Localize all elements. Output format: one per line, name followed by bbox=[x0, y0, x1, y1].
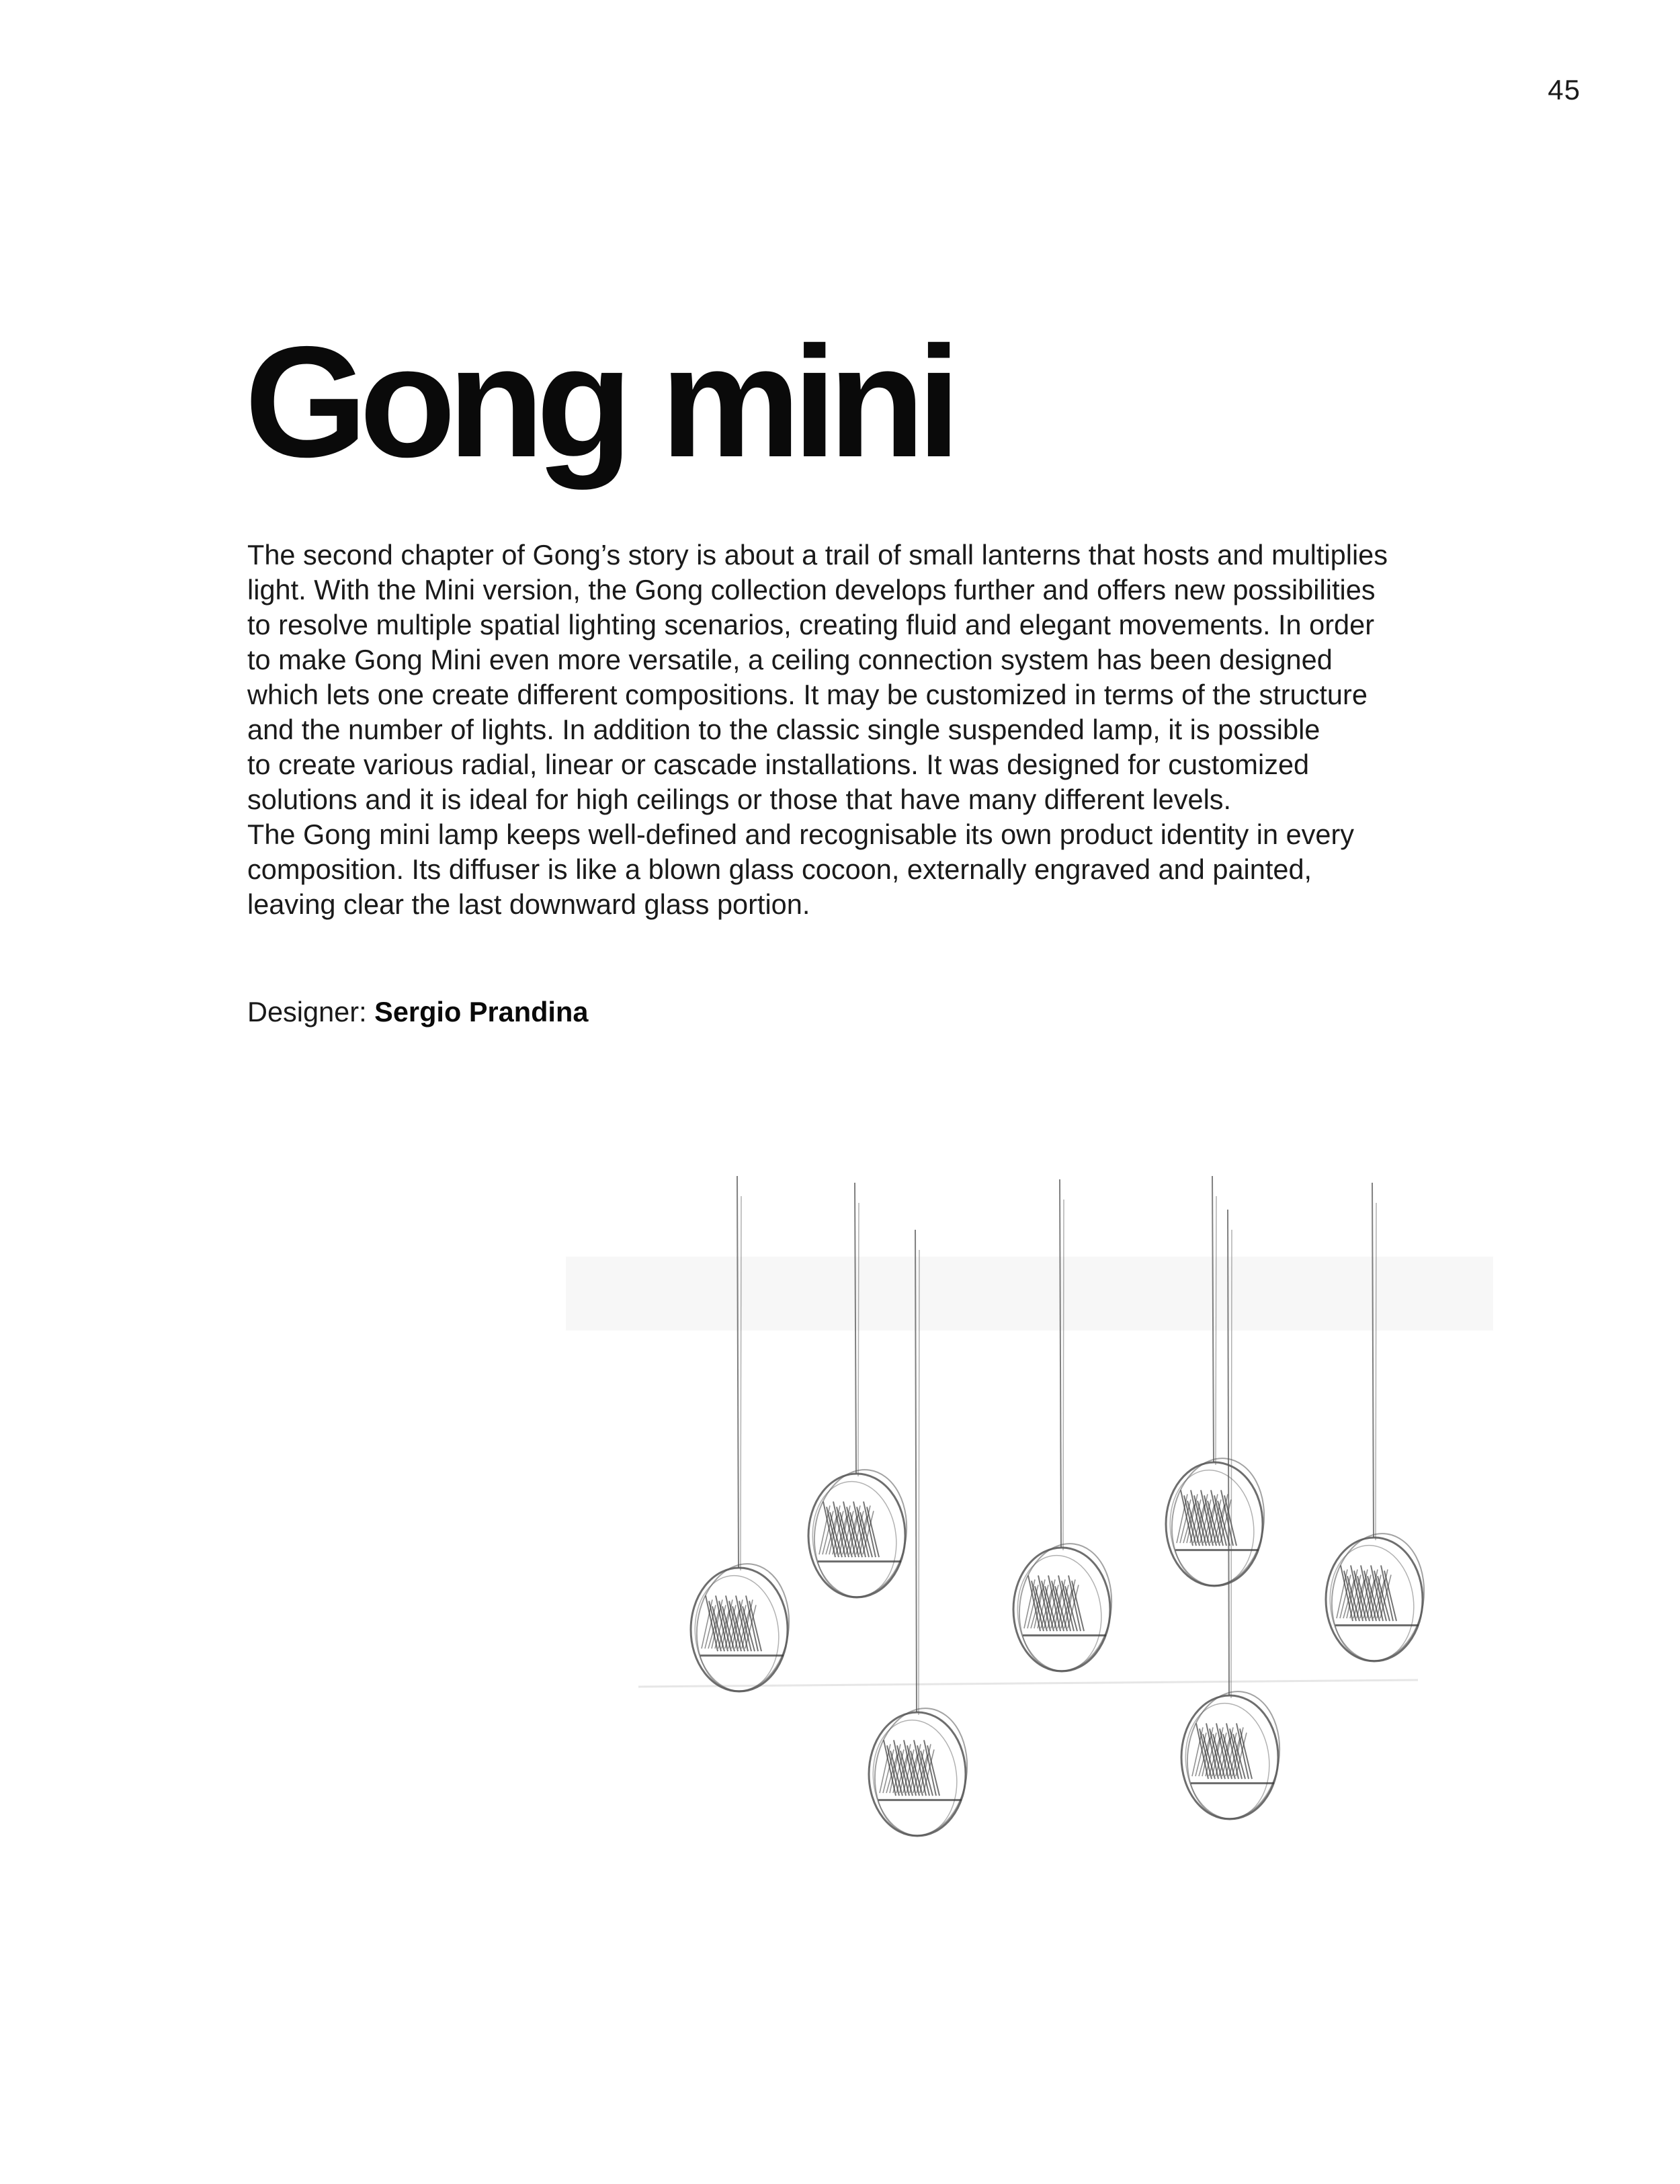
body-line: to make Gong Mini even more versatile, a ceiling connection system has been designed bbox=[247, 644, 1333, 675]
sketch-ceiling-band bbox=[566, 1257, 1493, 1331]
lamp-cord bbox=[737, 1176, 739, 1568]
body-line: to resolve multiple spatial lighting scenarios, creating fluid and elegant movements. In order bbox=[247, 609, 1375, 640]
lamp-cord bbox=[858, 1203, 859, 1476]
lamp-sketch bbox=[1324, 1183, 1432, 1667]
lamp-hatching bbox=[1177, 1490, 1236, 1546]
lamp-hatching bbox=[1192, 1723, 1252, 1779]
body-paragraph bbox=[247, 538, 1443, 922]
lamp-sketch bbox=[806, 1183, 915, 1603]
body-line: The Gong mini lamp keeps well-defined and recognisable its own product identity in every bbox=[247, 818, 1355, 850]
body-line: leaving clear the last downward glass portion. bbox=[247, 888, 810, 920]
body-line: solutions and it is ideal for high ceilings or those that have many different levels. bbox=[247, 784, 1232, 815]
page-title: Gong mini bbox=[245, 313, 953, 490]
body-line: light. With the Mini version, the Gong collection develops further and offers new possibilities bbox=[247, 574, 1376, 605]
lamp-cord bbox=[1060, 1179, 1061, 1548]
body-line: and the number of lights. In addition to the classic single suspended lamp, it is possible bbox=[247, 714, 1320, 745]
lamp-sketch bbox=[1164, 1176, 1272, 1591]
lamp-cord bbox=[1231, 1230, 1232, 1698]
lamp-sketch bbox=[1011, 1179, 1120, 1677]
body-line: composition. Its diffuser is like a blown glass cocoon, externally engraved and painted, bbox=[247, 853, 1312, 885]
pendant-lamps-sketch bbox=[551, 1169, 1505, 1895]
lamp-hatching bbox=[880, 1740, 939, 1796]
lamp-hatching bbox=[1024, 1575, 1084, 1631]
lamp-hatching bbox=[819, 1501, 879, 1557]
lamp-cord bbox=[855, 1183, 856, 1474]
lamp-cord bbox=[1372, 1183, 1374, 1538]
page-number: 45 bbox=[1548, 74, 1581, 106]
designer-name: Sergio Prandina bbox=[374, 996, 589, 1027]
designer-label: Designer: bbox=[247, 996, 375, 1027]
body-line: which lets one create different compositions. It may be customized in terms of the structure bbox=[247, 679, 1368, 710]
lamp-cord bbox=[1063, 1200, 1064, 1550]
lamp-cord bbox=[1212, 1176, 1214, 1462]
sketch-shadow-line bbox=[638, 1680, 1418, 1687]
body-line: The second chapter of Gong’s story is about a trail of small lanterns that hosts and multiplies bbox=[247, 539, 1388, 571]
lamp-hatching bbox=[702, 1595, 761, 1651]
lamp-sketch bbox=[689, 1176, 797, 1697]
lamp-hatching bbox=[1337, 1565, 1396, 1621]
designer-credit bbox=[247, 995, 588, 1030]
body-line: to create various radial, linear or cascade installations. It was designed for customized bbox=[247, 749, 1310, 780]
